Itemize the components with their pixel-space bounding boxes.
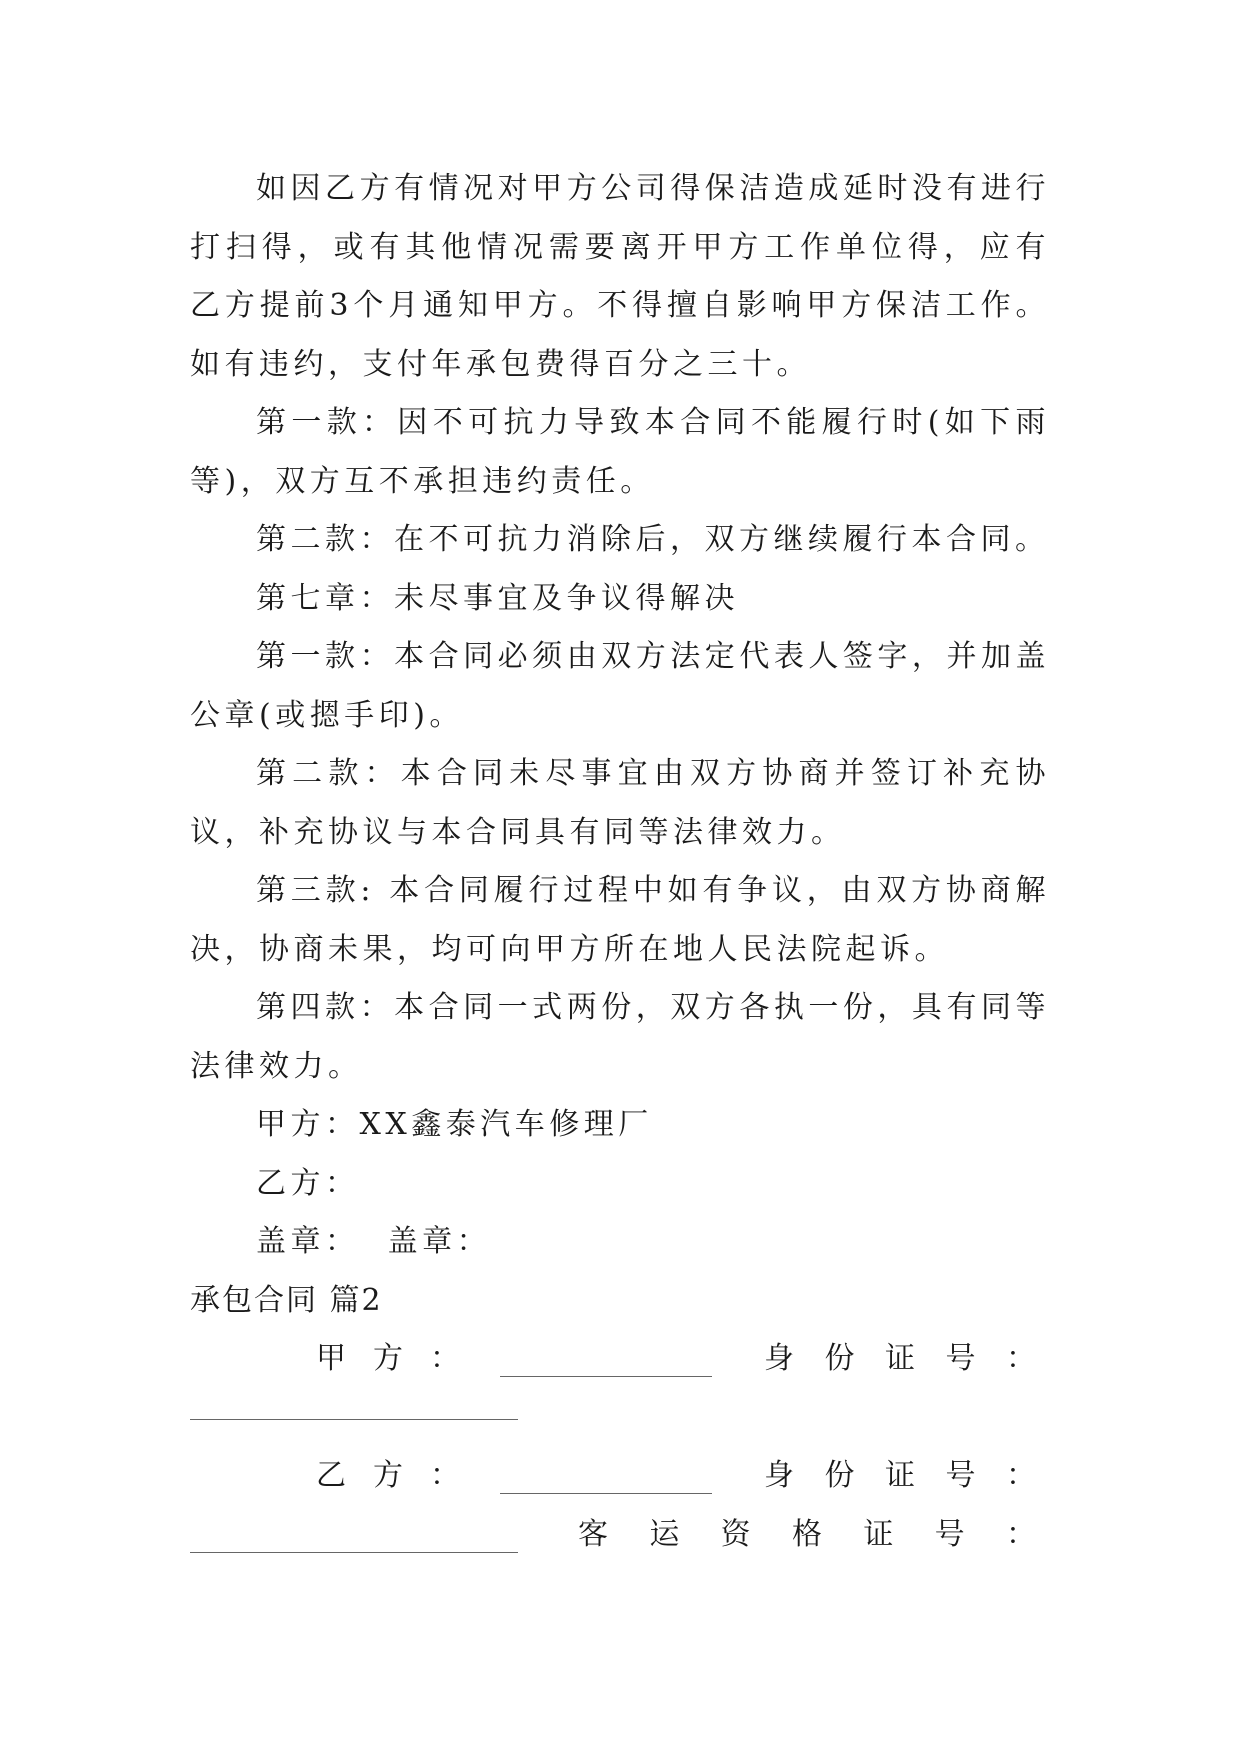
party-a-label	[316, 1330, 460, 1389]
paragraph-dispute-clause: 第三款: 本合同履行过程中如有争议，由双方协商解决，协商未果，均可向甲方所在地人民法院起诉。	[190, 873, 1050, 967]
party-b-name: 乙方：	[256, 1165, 360, 1201]
paragraph-force-majeure-1: 第一款：因不可抗力导致本合同不能履行时(如下雨等)，双方互不承担违约责任。	[190, 405, 1050, 499]
document-body	[190, 160, 1050, 1564]
party-b-label: 乙 方 ：	[316, 1458, 460, 1493]
party-b-id-label: 身 份 证 号 ：	[764, 1458, 1036, 1493]
party-a-id-row	[190, 1389, 1050, 1448]
paragraph-copies-clause: 第四款：本合同一式两份，双方各执一份，具有同等法律效力。	[190, 990, 1050, 1084]
party-a-char-2: 方	[373, 1341, 403, 1376]
party-a-row	[190, 1330, 1050, 1389]
party-b-blank[interactable]	[500, 1493, 712, 1494]
party-b-row	[190, 1447, 1050, 1506]
party-a-name: 甲方：XX鑫泰汽车修理厂	[256, 1107, 653, 1142]
permit-label: 客 运 资 格 证 号 ：	[578, 1516, 1036, 1552]
party-b-id-row	[190, 1506, 1050, 1565]
party-b-id-blank[interactable]	[190, 1552, 518, 1553]
paragraph-signature-clause: 第一款：本合同必须由双方法定代表人签字，并加盖公章(或摁手印)。	[190, 639, 1050, 733]
section-title: 承包合同 篇2	[190, 1282, 383, 1318]
party-a-id-blank[interactable]	[190, 1419, 518, 1420]
party-a-char-1: 甲	[316, 1341, 346, 1376]
chapter-seven-heading: 第七章：未尽事宜及争议得解决	[256, 580, 739, 616]
paragraph-force-majeure-2: 第二款：在不可抗力消除后，双方继续履行本合同。	[256, 522, 1050, 557]
paragraph-breach-clause: 如因乙方有情况对甲方公司得保洁造成延时没有进行打扫得，或有其他情况需要离开甲方工作单位得，应有乙方提前3个月通知甲方。不得擅自影响甲方保洁工作。如有违约，支付年承包费得百分之三十。	[190, 171, 1050, 382]
party-a-blank[interactable]	[500, 1376, 712, 1377]
party-a-id-label: 身 份 证 号 ：	[764, 1341, 1036, 1376]
paragraph-supplement-clause: 第二款：本合同未尽事宜由双方协商并签订补充协议，补充协议与本合同具有同等法律效力。	[190, 756, 1050, 850]
seal-line: 盖章： 盖章：	[256, 1224, 492, 1259]
party-a-char-3: ：	[430, 1341, 460, 1376]
